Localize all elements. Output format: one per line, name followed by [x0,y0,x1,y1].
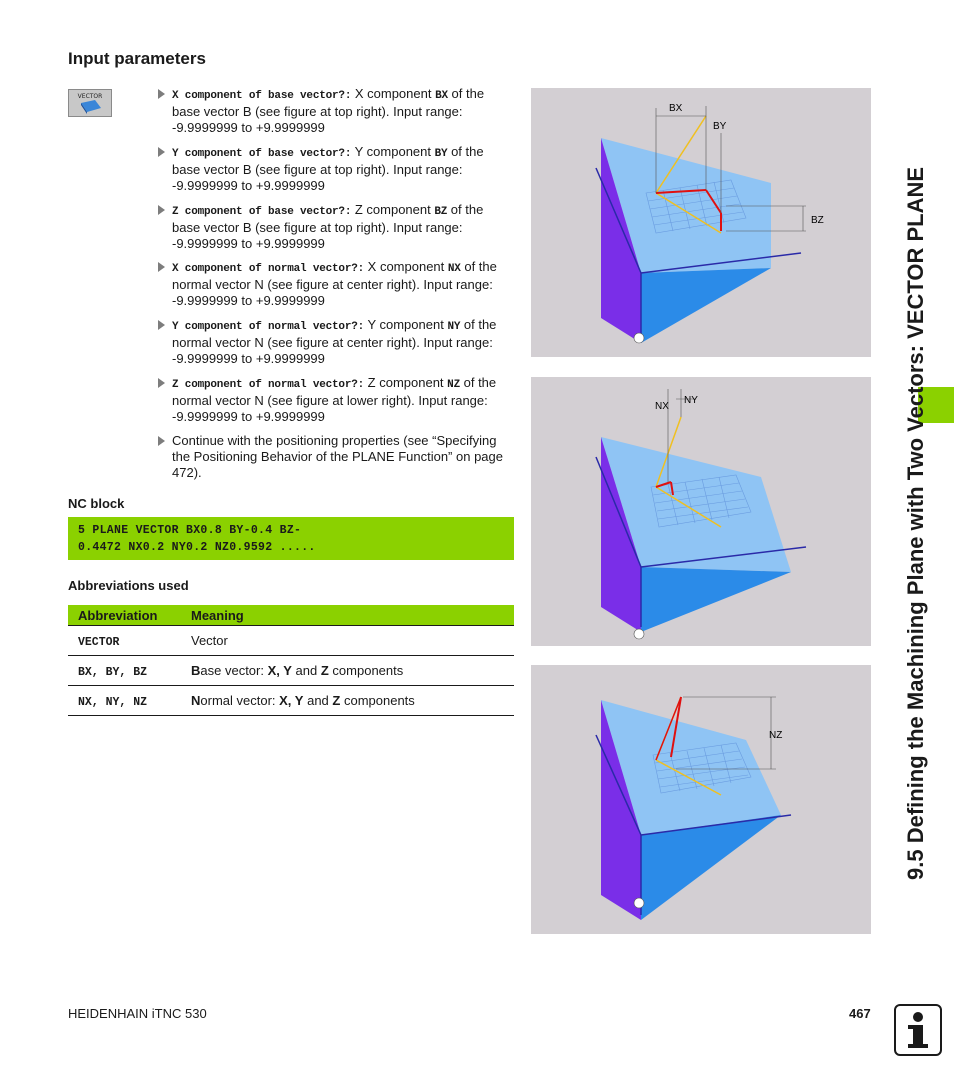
nc-block-box [68,517,514,560]
parameter-prompt: X component of base vector?: [172,90,352,102]
abbreviation-cell: BX, BY, BZ [78,665,148,679]
parameter-item [158,86,514,136]
parameter-code: NX [447,263,461,275]
parameter-description: of the normal vector N (see figure at center right). Input range: -9.9999999 to +9.9999999 [172,259,497,308]
meaning-segment: X, Y [267,663,292,678]
nc-block-line: 0.4472 NX0.2 NY0.2 NZ0.9592 ..... [78,541,316,554]
continue-item [158,433,514,481]
bullet-arrow-icon [158,262,165,272]
meaning-cell [181,656,514,686]
meaning-segment: Vector [191,633,228,648]
table-row [68,656,514,686]
parameter-lead: Y component [354,144,431,159]
section-heading: Input parameters [68,49,206,68]
meaning-segment: and [291,663,321,678]
footer-manual-name: HEIDENHAIN iTNC 530 [68,1006,207,1021]
parameter-code: BZ [434,206,448,218]
nc-block-heading: NC block [68,496,125,511]
info-icon [894,1004,942,1056]
softkey-label: VECTOR [77,93,103,100]
figure-normal-vector-xy [531,377,871,646]
parameter-item [158,317,514,367]
abbreviation-cell: NX, NY, NZ [78,695,148,709]
parameter-prompt: Z component of base vector?: [172,206,352,218]
parameter-description: of the base vector B (see figure at top right). Input range: -9.9999999 to +9.9999999 [172,144,484,193]
parameter-item [158,202,514,252]
figure-label-bx: BX [669,103,683,114]
meaning-segment: B [191,663,201,678]
parameter-description: of the normal vector N (see figure at lower right). Input range: -9.9999999 to +9.9999999 [172,375,497,424]
column-header-meaning: Meaning [181,605,514,626]
meaning-segment: N [191,693,201,708]
table-row [68,626,514,656]
meaning-segment: and [303,693,333,708]
parameter-prompt: Z component of normal vector?: [172,379,365,391]
meaning-segment: Z [332,693,341,708]
meaning-segment: ormal vector: [200,693,280,708]
base-vector-diagram [531,88,871,357]
table-header-row [68,605,514,626]
parameter-lead: X component [354,86,432,101]
bullet-arrow-icon [158,378,165,388]
page-number: 467 [849,1006,871,1021]
meaning-cell [181,626,514,656]
meaning-segment: ase vector: [200,663,268,678]
parameter-prompt: X component of normal vector?: [172,263,365,275]
figure-label-by: BY [713,121,727,132]
parameter-lead: Z component [367,375,444,390]
parameter-code: NY [447,321,461,333]
figure-base-vector [531,88,871,357]
figure-label-nx: NX [655,401,669,412]
parameter-description: of the normal vector N (see figure at center right). Input range: -9.9999999 to +9.9999999 [172,317,497,366]
parameter-item [158,375,514,425]
bullet-arrow-icon [158,147,165,157]
table-row [68,686,514,716]
meaning-segment: X, Y [279,693,304,708]
vector-softkey-icon [81,100,101,114]
chapter-side-title: 9.5 Defining the Machining Plane with Two Vectors: VECTOR PLANE [903,166,928,880]
abbreviations-heading: Abbreviations used [68,578,189,593]
column-header-abbreviation: Abbreviation [68,605,181,626]
bullet-arrow-icon [158,436,165,446]
bullet-arrow-icon [158,89,165,99]
vector-softkey[interactable] [68,89,112,117]
meaning-segment: components [328,663,404,678]
parameter-code: NZ [447,379,460,391]
bullet-arrow-icon [158,320,165,330]
abbreviation-cell: VECTOR [78,635,120,649]
meaning-cell [181,686,514,716]
normal-vector-xy-diagram [531,377,871,646]
nc-block-line: 5 PLANE VECTOR BX0.8 BY-0.4 BZ- [78,524,302,537]
figure-label-ny: NY [684,395,698,406]
parameter-item [158,144,514,194]
parameter-code: BY [434,148,448,160]
parameter-prompt: Y component of base vector?: [172,148,352,160]
parameter-code: BX [435,90,448,102]
figure-normal-vector-z [531,665,871,934]
normal-vector-z-diagram [531,665,871,934]
parameter-item [158,259,514,309]
bullet-arrow-icon [158,205,165,215]
parameter-description: of the base vector B (see figure at top right). Input range: -9.9999999 to +9.9999999 [172,86,485,135]
parameter-prompt: Y component of normal vector?: [172,321,365,333]
continue-text: Continue with the positioning properties (see “Specifying the Positioning Behavior of the PLANE Function” on page 472). [172,433,503,480]
abbreviations-table [68,605,514,716]
parameter-lead: Z component [354,202,431,217]
meaning-segment: Z [320,663,329,678]
parameter-description: of the base vector B (see figure at top right). Input range: -9.9999999 to +9.9999999 [172,202,484,251]
figure-label-nz: NZ [769,730,783,741]
parameter-lead: X component [367,259,445,274]
parameter-lead: Y component [367,317,444,332]
figure-label-bz: BZ [811,215,824,226]
meaning-segment: components [340,693,415,708]
